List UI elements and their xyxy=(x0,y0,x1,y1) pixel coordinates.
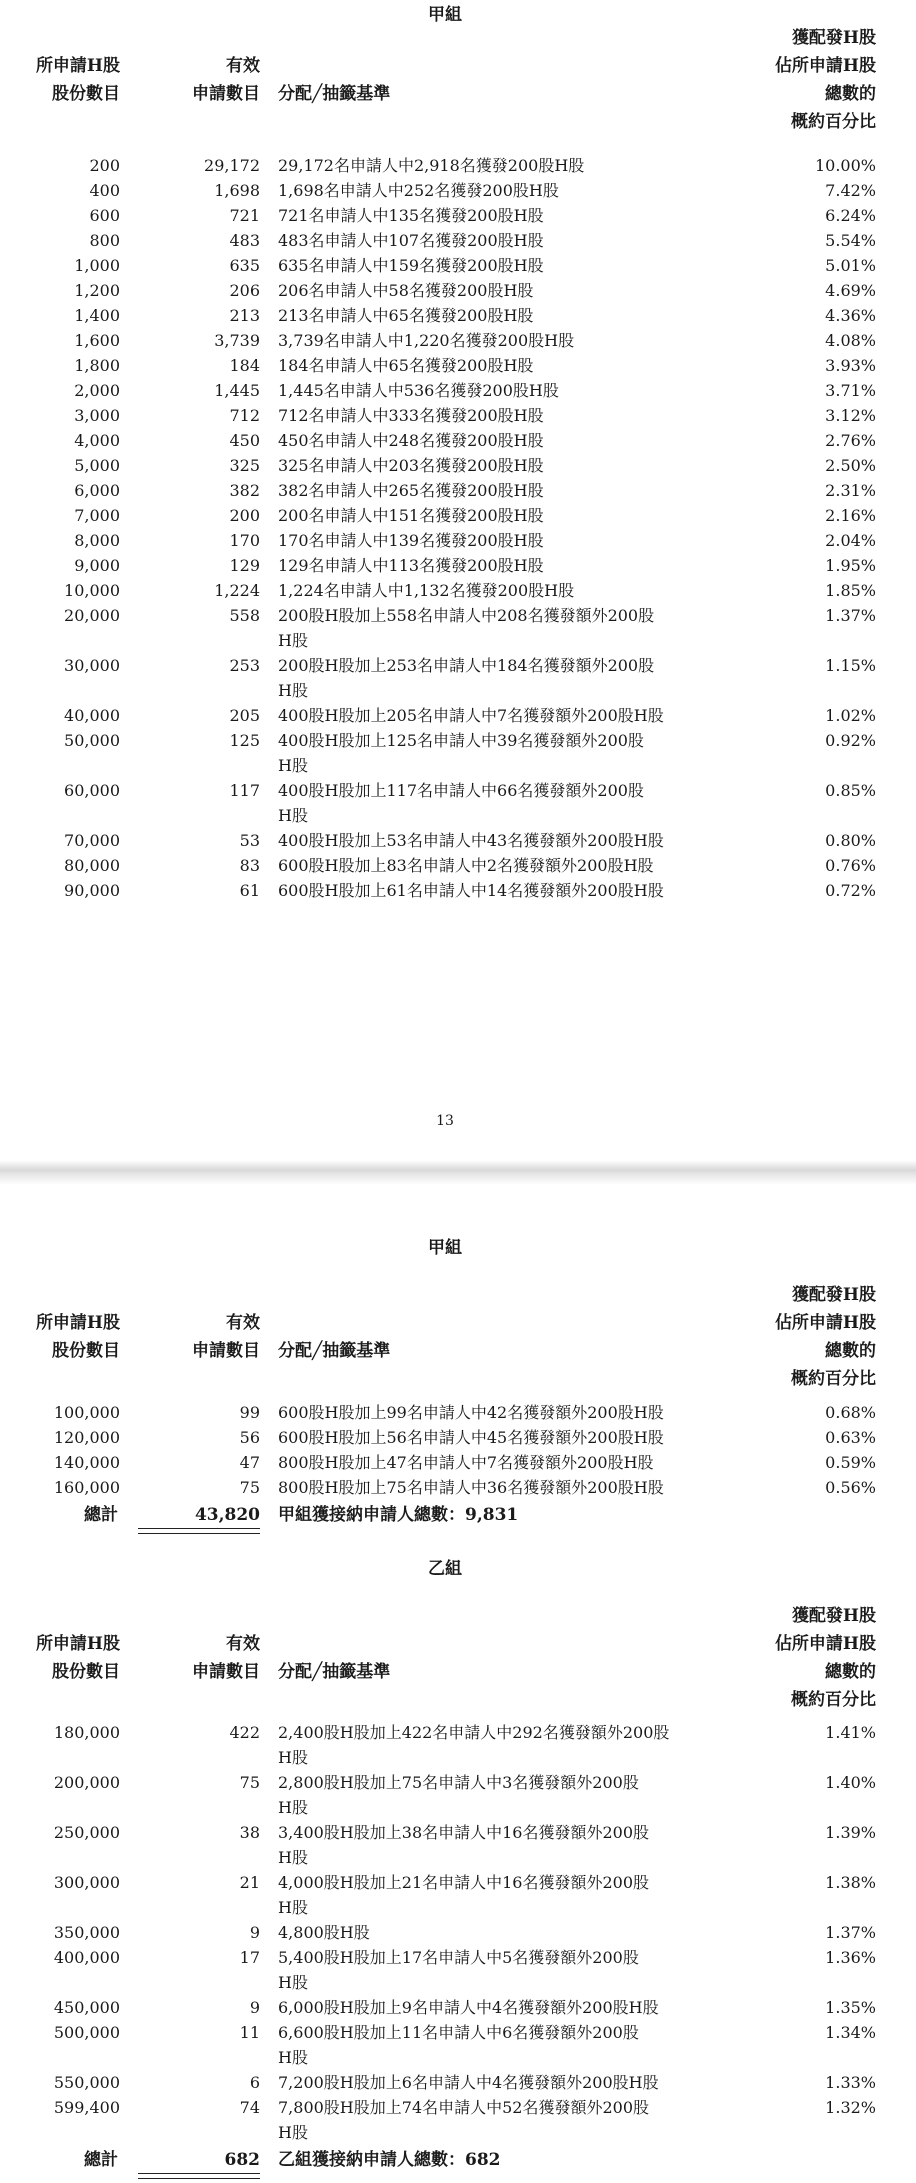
table-row xyxy=(0,1450,916,1475)
percentage-cell: 5.01% xyxy=(825,256,876,275)
valid-applications-cell: 200 xyxy=(229,506,260,525)
percentage-cell: 4.08% xyxy=(825,331,876,350)
valid-applications-cell: 21 xyxy=(239,1873,260,1892)
valid-applications-cell: 125 xyxy=(229,731,260,750)
allocation-basis-line: H股 xyxy=(278,1898,308,1917)
table-row xyxy=(0,1400,916,1425)
table-row xyxy=(0,553,916,578)
allocation-basis-line: 1,445名申請人中536名獲發200股H股 xyxy=(278,381,559,400)
percentage-cell: 0.63% xyxy=(825,1428,876,1447)
allocation-basis-line: 721名申請人中135名獲發200股H股 xyxy=(278,206,544,225)
allocation-basis-cell xyxy=(278,303,723,328)
shares-applied-cell: 80,000 xyxy=(64,856,120,875)
allocation-basis-cell xyxy=(278,478,723,503)
shares-applied-cell: 100,000 xyxy=(53,1403,120,1422)
table-row xyxy=(0,1995,916,2020)
shares-applied-cell: 8,000 xyxy=(74,531,120,550)
valid-applications-cell: 721 xyxy=(229,206,260,225)
valid-applications-cell: 17 xyxy=(239,1948,260,1967)
percentage-cell: 1.41% xyxy=(825,1723,876,1742)
total-label: 總計 xyxy=(84,1505,118,1525)
valid-applications-cell: 129 xyxy=(229,556,260,575)
allocation-basis-cell xyxy=(278,1475,723,1500)
shares-applied-cell: 1,400 xyxy=(74,306,120,325)
table-row xyxy=(0,178,916,203)
table-row xyxy=(0,828,916,853)
percentage-cell: 1.35% xyxy=(825,1998,876,2017)
allocation-basis-cell xyxy=(278,1945,723,1995)
table-row xyxy=(0,1920,916,1945)
allocation-basis-cell xyxy=(278,2070,723,2095)
valid-applications-cell: 382 xyxy=(229,481,260,500)
allocation-basis-cell xyxy=(278,853,723,878)
valid-applications-cell: 56 xyxy=(239,1428,260,1447)
total-successful-applicants: 甲組獲接納申請人總數：9,831 xyxy=(278,1505,519,1525)
percentage-cell: 5.54% xyxy=(825,231,876,250)
shares-applied-cell: 7,000 xyxy=(74,506,120,525)
shares-applied-cell: 350,000 xyxy=(53,1923,120,1942)
allocation-basis-cell xyxy=(278,428,723,453)
percentage-cell: 1.40% xyxy=(825,1773,876,1792)
header-shares-applied: 所申請H股 股份數目 xyxy=(35,56,120,104)
allocation-basis-line: 6,000股H股加上9名申請人中4名獲發額外200股H股 xyxy=(278,1998,659,2017)
shares-applied-cell: 4,000 xyxy=(74,431,120,450)
table-row xyxy=(0,478,916,503)
percentage-cell: 1.32% xyxy=(825,2098,876,2117)
percentage-cell: 6.24% xyxy=(825,206,876,225)
valid-applications-cell: 75 xyxy=(239,1773,260,1792)
percentage-cell: 1.85% xyxy=(825,581,876,600)
valid-applications-cell: 29,172 xyxy=(204,156,260,175)
shares-applied-cell: 1,200 xyxy=(74,281,120,300)
allocation-basis-line: 600股H股加上61名申請人中14名獲發額外200股H股 xyxy=(278,881,664,900)
allocation-basis-line: 600股H股加上56名申請人中45名獲發額外200股H股 xyxy=(278,1428,664,1447)
shares-applied-cell: 400,000 xyxy=(53,1948,120,1967)
allocation-basis-line: H股 xyxy=(278,681,308,700)
allocation-basis-line: 635名申請人中159名獲發200股H股 xyxy=(278,256,544,275)
percentage-cell: 0.56% xyxy=(825,1478,876,1497)
table-row xyxy=(0,853,916,878)
allocation-basis-line: 2,400股H股加上422名申請人中292名獲發額外200股 xyxy=(278,1723,670,1742)
table-row xyxy=(0,1475,916,1500)
valid-applications-cell: 3,739 xyxy=(214,331,260,350)
allocation-basis-line: 129名申請人中113名獲發200股H股 xyxy=(278,556,544,575)
group-title-a: 甲組 xyxy=(428,5,462,25)
percentage-cell: 1.39% xyxy=(825,1823,876,1842)
percentage-cell: 3.93% xyxy=(825,356,876,375)
allocation-basis-cell xyxy=(278,1770,723,1820)
shares-applied-cell: 40,000 xyxy=(64,706,120,725)
table-row xyxy=(0,2095,916,2145)
allocation-basis-line: 200名申請人中151名獲發200股H股 xyxy=(278,506,544,525)
percentage-cell: 0.76% xyxy=(825,856,876,875)
percentage-cell: 1.37% xyxy=(825,606,876,625)
shares-applied-cell: 20,000 xyxy=(64,606,120,625)
header-allocation-basis: 分配╱抽籤基準 xyxy=(278,84,391,104)
table-row xyxy=(0,228,916,253)
percentage-cell: 1.34% xyxy=(825,2023,876,2042)
valid-applications-cell: 9 xyxy=(249,1923,260,1942)
table-row xyxy=(0,303,916,328)
table-row xyxy=(0,1770,916,1820)
shares-applied-cell: 599,400 xyxy=(53,2098,120,2117)
allocation-basis-line: 1,224名申請人中1,132名獲發200股H股 xyxy=(278,581,575,600)
header-valid-applications: 有效 申請數目 xyxy=(192,1634,260,1682)
allocation-basis-line: H股 xyxy=(278,631,308,650)
percentage-cell: 0.68% xyxy=(825,1403,876,1422)
valid-applications-cell: 99 xyxy=(239,1403,260,1422)
double-underline xyxy=(138,1528,260,1534)
table-row xyxy=(0,2020,916,2070)
table-row xyxy=(0,578,916,603)
allocation-basis-cell xyxy=(278,603,723,653)
percentage-cell: 4.69% xyxy=(825,281,876,300)
total-successful-applicants: 乙組獲接納申請人總數：682 xyxy=(278,2150,501,2170)
shares-applied-cell: 2,000 xyxy=(74,381,120,400)
valid-applications-cell: 205 xyxy=(229,706,260,725)
allocation-basis-line: 325名申請人中203名獲發200股H股 xyxy=(278,456,544,475)
allocation-basis-line: 6,600股H股加上11名申請人中6名獲發額外200股 xyxy=(278,2023,639,2042)
allocation-basis-cell xyxy=(278,828,723,853)
shares-applied-cell: 6,000 xyxy=(74,481,120,500)
allocation-basis-line: 7,800股H股加上74名申請人中52名獲發額外200股 xyxy=(278,2098,650,2117)
percentage-cell: 0.85% xyxy=(825,781,876,800)
allocation-basis-cell xyxy=(278,403,723,428)
table-row xyxy=(0,153,916,178)
valid-applications-cell: 74 xyxy=(239,2098,260,2117)
allocation-basis-line: H股 xyxy=(278,2048,308,2067)
allocation-basis-line: 4,800股H股 xyxy=(278,1923,370,1942)
allocation-basis-cell xyxy=(278,878,723,903)
table-row xyxy=(0,278,916,303)
allocation-basis-line: 200股H股加上558名申請人中208名獲發額外200股 xyxy=(278,606,655,625)
allocation-basis-line: H股 xyxy=(278,756,308,775)
shares-applied-cell: 70,000 xyxy=(64,831,120,850)
shares-applied-cell: 180,000 xyxy=(53,1723,120,1742)
shares-applied-cell: 800 xyxy=(89,231,120,250)
percentage-cell: 10.00% xyxy=(814,156,876,175)
header-shares-applied: 所申請H股 股份數目 xyxy=(35,1634,120,1682)
allocation-basis-cell xyxy=(278,528,723,553)
allocation-basis-line: 5,400股H股加上17名申請人中5名獲發額外200股 xyxy=(278,1948,639,1967)
valid-applications-cell: 47 xyxy=(239,1453,260,1472)
valid-applications-cell: 422 xyxy=(229,1723,260,1742)
valid-applications-cell: 558 xyxy=(229,606,260,625)
table-row xyxy=(0,1870,916,1920)
shares-applied-cell: 90,000 xyxy=(64,881,120,900)
total-label: 總計 xyxy=(84,2150,118,2170)
percentage-cell: 0.92% xyxy=(825,731,876,750)
allocation-basis-line: H股 xyxy=(278,1848,308,1867)
percentage-cell: 3.12% xyxy=(825,406,876,425)
percentage-cell: 2.31% xyxy=(825,481,876,500)
shares-applied-cell: 30,000 xyxy=(64,656,120,675)
shares-applied-cell: 200 xyxy=(89,156,120,175)
shares-applied-cell: 10,000 xyxy=(64,581,120,600)
allocation-basis-cell xyxy=(278,778,723,828)
valid-applications-cell: 483 xyxy=(229,231,260,250)
allocation-basis-cell xyxy=(278,253,723,278)
header-allocation-basis: 分配╱抽籤基準 xyxy=(278,1341,391,1361)
group-title-b: 乙組 xyxy=(428,1559,462,1579)
valid-applications-cell: 11 xyxy=(239,2023,260,2042)
valid-applications-cell: 635 xyxy=(229,256,260,275)
total-row xyxy=(0,2147,916,2173)
percentage-cell: 1.38% xyxy=(825,1873,876,1892)
allocation-table-b xyxy=(0,1720,916,2173)
shares-applied-cell: 500,000 xyxy=(53,2023,120,2042)
valid-applications-cell: 712 xyxy=(229,406,260,425)
allocation-basis-cell xyxy=(278,553,723,578)
allocation-basis-cell xyxy=(278,278,723,303)
shares-applied-cell: 140,000 xyxy=(53,1453,120,1472)
valid-applications-cell: 1,698 xyxy=(214,181,260,200)
group-title-a-continued: 甲組 xyxy=(428,1238,462,1258)
allocation-basis-line: 4,000股H股加上21名申請人中16名獲發額外200股 xyxy=(278,1873,650,1892)
allocation-basis-line: H股 xyxy=(278,2123,308,2142)
allocation-basis-line: 29,172名申請人中2,918名獲發200股H股 xyxy=(278,156,585,175)
table-row xyxy=(0,428,916,453)
total-applications: 682 xyxy=(224,2150,260,2170)
valid-applications-cell: 1,445 xyxy=(214,381,260,400)
percentage-cell: 1.95% xyxy=(825,556,876,575)
percentage-cell: 4.36% xyxy=(825,306,876,325)
percentage-cell: 0.72% xyxy=(825,881,876,900)
allocation-basis-cell xyxy=(278,1450,723,1475)
table-row xyxy=(0,653,916,703)
valid-applications-cell: 83 xyxy=(239,856,260,875)
allocation-basis-cell xyxy=(278,2095,723,2145)
shares-applied-cell: 160,000 xyxy=(53,1478,120,1497)
percentage-cell: 2.76% xyxy=(825,431,876,450)
shares-applied-cell: 9,000 xyxy=(74,556,120,575)
table-row xyxy=(0,778,916,828)
shares-applied-cell: 200,000 xyxy=(53,1773,120,1792)
allocation-basis-line: 400股H股加上205名申請人中7名獲發額外200股H股 xyxy=(278,706,664,725)
table-row xyxy=(0,378,916,403)
table-row xyxy=(0,353,916,378)
allocation-basis-cell xyxy=(278,1820,723,1870)
allocation-basis-cell xyxy=(278,328,723,353)
shares-applied-cell: 50,000 xyxy=(64,731,120,750)
valid-applications-cell: 61 xyxy=(239,881,260,900)
allocation-basis-cell xyxy=(278,353,723,378)
table-row xyxy=(0,203,916,228)
allocation-basis-cell xyxy=(278,453,723,478)
shares-applied-cell: 400 xyxy=(89,181,120,200)
table-row xyxy=(0,253,916,278)
allocation-basis-line: 213名申請人中65名獲發200股H股 xyxy=(278,306,534,325)
allocation-basis-line: 184名申請人中65名獲發200股H股 xyxy=(278,356,534,375)
table-row xyxy=(0,1945,916,1995)
percentage-cell: 1.36% xyxy=(825,1948,876,1967)
shares-applied-cell: 1,800 xyxy=(74,356,120,375)
header-allocation-basis: 分配╱抽籤基準 xyxy=(278,1662,391,1682)
percentage-cell: 0.80% xyxy=(825,831,876,850)
valid-applications-cell: 253 xyxy=(229,656,260,675)
allocation-basis-cell xyxy=(278,203,723,228)
shares-applied-cell: 60,000 xyxy=(64,781,120,800)
table-row xyxy=(0,878,916,903)
valid-applications-cell: 450 xyxy=(229,431,260,450)
percentage-cell: 7.42% xyxy=(825,181,876,200)
allocation-basis-line: 400股H股加上125名申請人中39名獲發額外200股 xyxy=(278,731,644,750)
allocation-basis-line: 800股H股加上47名申請人中7名獲發額外200股H股 xyxy=(278,1453,654,1472)
allocation-basis-line: 170名申請人中139名獲發200股H股 xyxy=(278,531,544,550)
header-valid-applications: 有效 申請數目 xyxy=(192,1313,260,1361)
table-row xyxy=(0,403,916,428)
valid-applications-cell: 170 xyxy=(229,531,260,550)
allocation-basis-cell xyxy=(278,503,723,528)
allocation-basis-line: 7,200股H股加上6名申請人中4名獲發額外200股H股 xyxy=(278,2073,659,2092)
table-row xyxy=(0,528,916,553)
valid-applications-cell: 325 xyxy=(229,456,260,475)
allocation-basis-line: 712名申請人中333名獲發200股H股 xyxy=(278,406,544,425)
valid-applications-cell: 206 xyxy=(229,281,260,300)
table-row xyxy=(0,328,916,353)
header-valid-applications: 有效 申請數目 xyxy=(192,56,260,104)
allocation-basis-line: 400股H股加上117名申請人中66名獲發額外200股 xyxy=(278,781,644,800)
allocation-basis-cell xyxy=(278,1870,723,1920)
table-row xyxy=(0,503,916,528)
percentage-cell: 1.33% xyxy=(825,2073,876,2092)
allocation-basis-line: 3,400股H股加上38名申請人中16名獲發額外200股 xyxy=(278,1823,650,1842)
percentage-cell: 1.37% xyxy=(825,1923,876,1942)
valid-applications-cell: 6 xyxy=(249,2073,260,2092)
header-shares-applied: 所申請H股 股份數目 xyxy=(35,1313,120,1361)
allocation-basis-cell xyxy=(278,178,723,203)
header-percentage: 獲配發H股 佔所申請H股 總數的 概約百分比 xyxy=(774,1606,876,1710)
allocation-basis-cell xyxy=(278,378,723,403)
allocation-basis-cell xyxy=(278,153,723,178)
shares-applied-cell: 1,600 xyxy=(74,331,120,350)
allocation-basis-cell xyxy=(278,1920,723,1945)
allocation-basis-line: 206名申請人中58名獲發200股H股 xyxy=(278,281,534,300)
percentage-cell: 1.15% xyxy=(825,656,876,675)
percentage-cell: 2.04% xyxy=(825,531,876,550)
allocation-basis-line: 200股H股加上253名申請人中184名獲發額外200股 xyxy=(278,656,655,675)
page-separator xyxy=(0,1160,916,1185)
table-row xyxy=(0,603,916,653)
allocation-basis-line: 3,739名申請人中1,220名獲發200股H股 xyxy=(278,331,575,350)
shares-applied-cell: 300,000 xyxy=(53,1873,120,1892)
allocation-basis-cell xyxy=(278,1720,723,1770)
valid-applications-cell: 213 xyxy=(229,306,260,325)
valid-applications-cell: 75 xyxy=(239,1478,260,1497)
allocation-basis-line: 800股H股加上75名申請人中36名獲發額外200股H股 xyxy=(278,1478,664,1497)
header-percentage: 獲配發H股 佔所申請H股 總數的 概約百分比 xyxy=(774,28,876,132)
valid-applications-cell: 1,224 xyxy=(214,581,260,600)
allocation-table-a xyxy=(0,153,916,903)
shares-applied-cell: 5,000 xyxy=(74,456,120,475)
percentage-cell: 3.71% xyxy=(825,381,876,400)
allocation-basis-line: H股 xyxy=(278,806,308,825)
table-row xyxy=(0,1720,916,1770)
percentage-cell: 2.16% xyxy=(825,506,876,525)
table-row xyxy=(0,2070,916,2095)
total-row xyxy=(0,1502,916,1528)
allocation-basis-line: 600股H股加上83名申請人中2名獲發額外200股H股 xyxy=(278,856,654,875)
allocation-basis-cell xyxy=(278,1400,723,1425)
allocation-basis-line: H股 xyxy=(278,1973,308,1992)
allocation-basis-line: 382名申請人中265名獲發200股H股 xyxy=(278,481,544,500)
double-underline xyxy=(138,2173,260,2179)
page-number: 13 xyxy=(436,1113,454,1129)
valid-applications-cell: 9 xyxy=(249,1998,260,2017)
allocation-basis-line: 2,800股H股加上75名申請人中3名獲發額外200股 xyxy=(278,1773,639,1792)
allocation-table-a-continued xyxy=(0,1400,916,1528)
percentage-cell: 1.02% xyxy=(825,706,876,725)
valid-applications-cell: 53 xyxy=(239,831,260,850)
shares-applied-cell: 550,000 xyxy=(53,2073,120,2092)
shares-applied-cell: 120,000 xyxy=(53,1428,120,1447)
allocation-basis-cell xyxy=(278,1995,723,2020)
shares-applied-cell: 1,000 xyxy=(74,256,120,275)
allocation-basis-cell xyxy=(278,653,723,703)
allocation-basis-line: 450名申請人中248名獲發200股H股 xyxy=(278,431,544,450)
page-14 xyxy=(0,1185,916,2183)
allocation-basis-cell xyxy=(278,1425,723,1450)
total-applications: 43,820 xyxy=(194,1505,260,1525)
shares-applied-cell: 250,000 xyxy=(53,1823,120,1842)
valid-applications-cell: 117 xyxy=(229,781,260,800)
shares-applied-cell: 3,000 xyxy=(74,406,120,425)
valid-applications-cell: 38 xyxy=(239,1823,260,1842)
table-row xyxy=(0,1820,916,1870)
table-row xyxy=(0,703,916,728)
allocation-basis-cell xyxy=(278,578,723,603)
header-percentage: 獲配發H股 佔所申請H股 總數的 概約百分比 xyxy=(774,1285,876,1389)
allocation-basis-line: 483名申請人中107名獲發200股H股 xyxy=(278,231,544,250)
shares-applied-cell: 450,000 xyxy=(53,1998,120,2017)
allocation-basis-line: 400股H股加上53名申請人中43名獲發額外200股H股 xyxy=(278,831,664,850)
allocation-basis-line: H股 xyxy=(278,1798,308,1817)
table-row xyxy=(0,1425,916,1450)
allocation-basis-cell xyxy=(278,728,723,778)
allocation-basis-line: 600股H股加上99名申請人中42名獲發額外200股H股 xyxy=(278,1403,664,1422)
percentage-cell: 0.59% xyxy=(825,1453,876,1472)
allocation-basis-cell xyxy=(278,2020,723,2070)
table-row xyxy=(0,728,916,778)
allocation-basis-line: H股 xyxy=(278,1748,308,1767)
table-row xyxy=(0,453,916,478)
percentage-cell: 2.50% xyxy=(825,456,876,475)
shares-applied-cell: 600 xyxy=(89,206,120,225)
allocation-basis-line: 1,698名申請人中252名獲發200股H股 xyxy=(278,181,559,200)
allocation-basis-cell xyxy=(278,703,723,728)
allocation-basis-cell xyxy=(278,228,723,253)
valid-applications-cell: 184 xyxy=(229,356,260,375)
